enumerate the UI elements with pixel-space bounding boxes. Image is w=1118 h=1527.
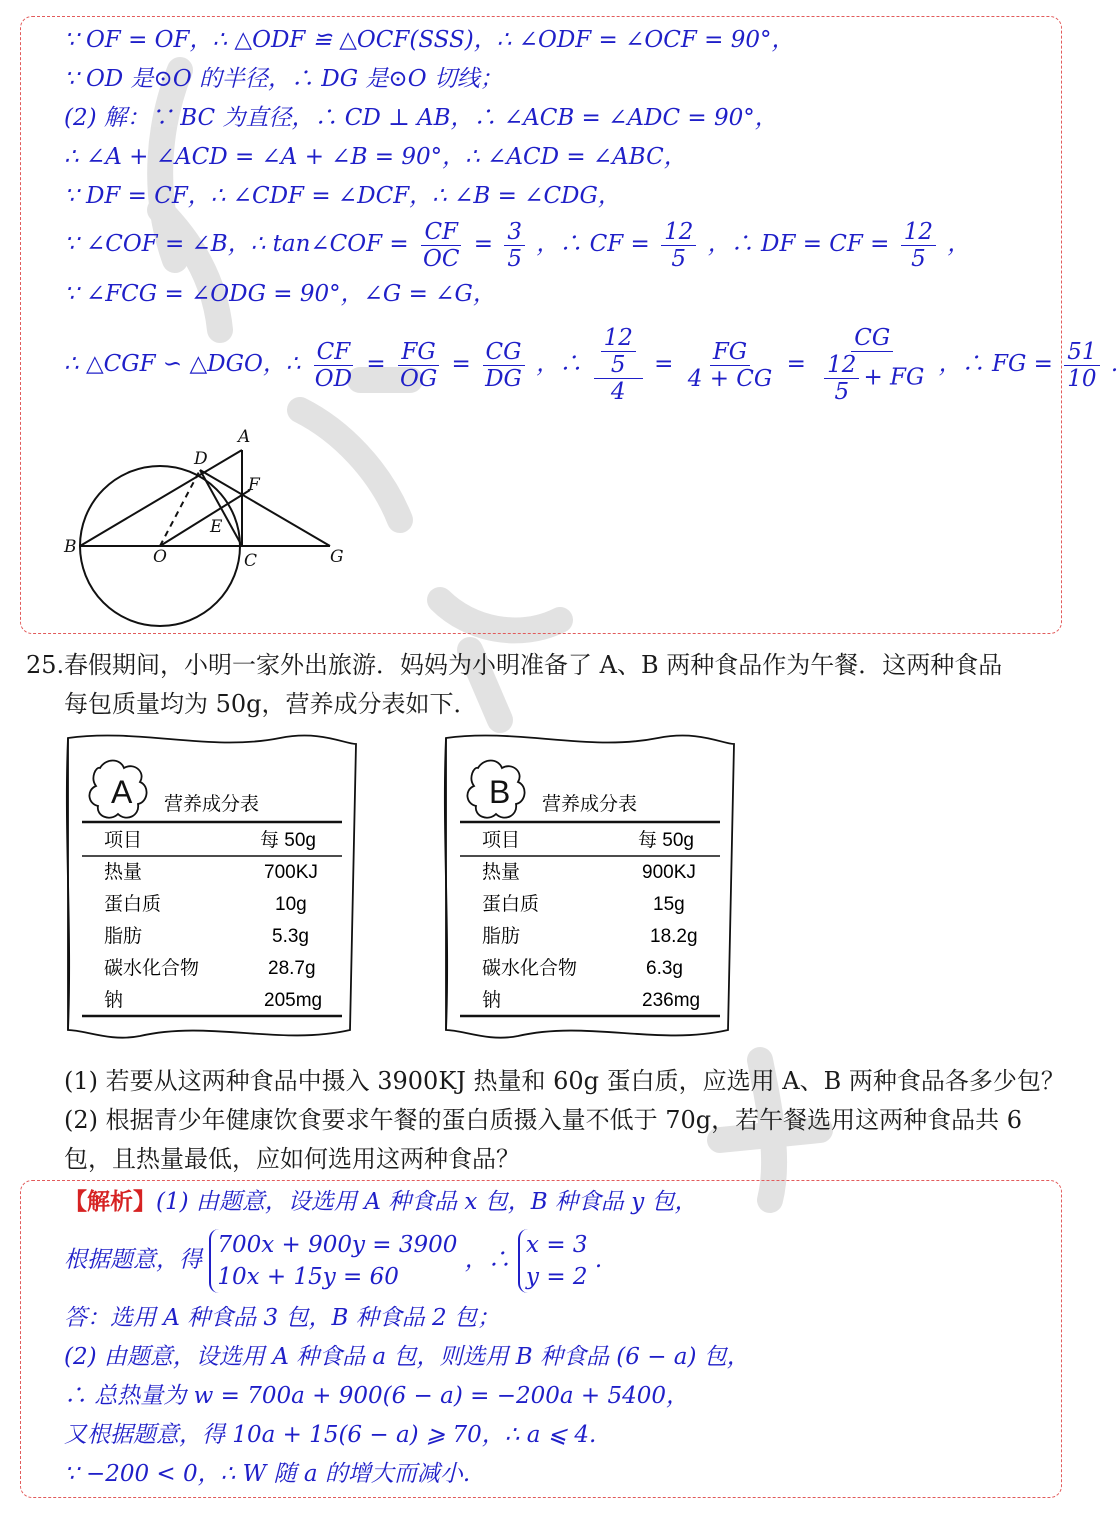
card-row-value: 15g xyxy=(653,894,685,915)
label-e: E xyxy=(210,517,223,537)
solution-line: (2) 解：∵ BC 为直径，∴ CD ⊥ AB，∴ ∠ACB = ∠ADC = 90°， xyxy=(64,105,778,131)
label-g: G xyxy=(330,547,344,567)
label-b: B xyxy=(64,537,77,557)
fraction: $\frac{CG}{DG}$ xyxy=(482,339,525,392)
card-row-label: 热量 xyxy=(482,862,521,883)
question-part-2: (2) 根据青少年健康饮食要求午餐的蛋白质摄入量不低于 70g，若午餐选用这两种食品共 6 xyxy=(64,1106,1023,1134)
card-row-value: 5.3g xyxy=(272,926,309,947)
card-header-unit: 每 50g xyxy=(260,830,316,851)
badge-letter: B xyxy=(489,774,511,810)
card-title: 营养成分表 xyxy=(542,794,638,815)
fraction: $\frac{FG}{4 + CG}$ xyxy=(687,338,773,392)
badge-letter: A xyxy=(111,774,133,810)
card-row-value: 900KJ xyxy=(642,862,696,883)
nested-fraction: CG $\frac{12}{5}$ + FG xyxy=(817,325,927,405)
nutrition-card-a xyxy=(60,730,360,1045)
solution-line: ∵ OF = OF，∴ △ODF ≌ △OCF(SSS)，∴ ∠ODF = ∠OCF = 90°， xyxy=(64,27,795,53)
question-text: 春假期间，小明一家外出旅游．妈妈为小明准备了 A、B 两种食品作为午餐．这两种食品 xyxy=(64,651,1003,679)
solution-line: 答：选用 A 种食品 3 包，B 种食品 2 包； xyxy=(64,1305,500,1331)
card-row-value: 6.3g xyxy=(646,958,683,979)
geometry-figure xyxy=(60,420,360,620)
card-row-label: 碳水化合物 xyxy=(482,958,578,979)
card-row-value: 10g xyxy=(275,894,307,915)
equation-solution: x = 3 y = 2 xyxy=(518,1229,588,1293)
solution-line: ∵ OD 是⊙O 的半径，∴ DG 是⊙O 切线； xyxy=(64,66,503,92)
card-row-label: 蛋白质 xyxy=(104,894,162,915)
question-part-2: 包，且热量最低，应如何选用这两种食品？ xyxy=(64,1145,520,1173)
solution-line-similar: ∴ △CGF ∽ △DGO，∴ $\frac{CF}{OD}$ = $\frac{FG}{OG}$ = $\frac{CG}{DG}$ ，∴ $\frac{\frac{12}{5}}{4}$ = $\frac{FG}{4 + CG}$ = CG $\frac{12}{5}$ + FG ，∴ FG = $\frac{51}{10}$ . xyxy=(64,325,1118,405)
question-text: 每包质量均为 50g，营养成分表如下． xyxy=(64,690,478,718)
card-row-label: 钠 xyxy=(104,990,124,1011)
solution-line-tan: ∵ ∠COF = ∠B，∴ tan∠COF = $\frac{CF}{OC}$ = $\frac{3}{5}$ ，∴ CF = $\frac{12}{5}$ ，∴ DF = CF = $\frac{12}{5}$ ， xyxy=(64,218,971,272)
label-f: F xyxy=(248,475,260,495)
question-part-1: (1) 若要从这两种食品中摄入 3900KJ 热量和 60g 蛋白质，应选用 A、B 两种食品各多少包？ xyxy=(64,1067,1065,1095)
solution-line: ∴ 总热量为 w = 700a + 900(6 − a) = −200a + 5400， xyxy=(64,1383,689,1409)
card-header-item: 项目 xyxy=(482,830,521,851)
label-d: D xyxy=(194,449,208,469)
solution-line: (2) 由题意，设选用 A 种食品 a 包，则选用 B 种食品 (6 − a) 包， xyxy=(64,1344,750,1370)
fraction: $\frac{51}{10}$ xyxy=(1064,339,1099,392)
card-title: 营养成分表 xyxy=(164,794,260,815)
solution-line: ∵ −200 < 0，∴ W 随 a 的增大而减小. xyxy=(64,1461,471,1487)
solution-line: ∵ ∠FCG = ∠ODG = 90°，∠G = ∠G， xyxy=(64,281,496,307)
card-row-label: 脂肪 xyxy=(104,926,143,947)
question-number: 25. xyxy=(26,651,65,679)
solution-line-system: 根据题意，得 700x + 900y = 3900 10x + 15y = 60 ，∴ x = 3 y = 2 . xyxy=(64,1228,602,1292)
fraction: $\frac{FG}{OG}$ xyxy=(399,338,438,392)
card-header-unit: 每 50g xyxy=(638,830,694,851)
fraction: $\frac{CF}{OD}$ xyxy=(314,338,353,392)
label-a: A xyxy=(238,427,251,447)
nutrition-card-b xyxy=(438,730,738,1045)
solution-line: ∴ ∠A + ∠ACD = ∠A + ∠B = 90°，∴ ∠ACD = ∠ABC， xyxy=(64,144,687,170)
fraction: $\frac{12}{5}$ xyxy=(661,219,696,272)
nested-fraction: $\frac{\frac{12}{5}}{4}$ xyxy=(594,325,643,405)
card-row-label: 蛋白质 xyxy=(482,894,540,915)
solution-line: 又根据题意，得 10a + 15(6 − a) ⩾ 70，∴ a ⩽ 4. xyxy=(64,1422,597,1448)
card-row-label: 钠 xyxy=(482,990,502,1011)
fraction: $\frac{3}{5}$ xyxy=(504,219,525,272)
card-header-item: 项目 xyxy=(104,830,143,851)
card-row-value: 700KJ xyxy=(264,862,318,883)
solution-line: ∵ DF = CF，∴ ∠CDF = ∠DCF，∴ ∠B = ∠CDG， xyxy=(64,183,621,209)
fraction: $\frac{CF}{OC}$ xyxy=(423,218,460,272)
card-row-value: 28.7g xyxy=(268,958,316,979)
label-o: O xyxy=(153,547,167,567)
analysis-tag: 【解析】 xyxy=(64,1188,156,1215)
card-row-value: 18.2g xyxy=(650,926,698,947)
equation-system: 700x + 900y = 3900 10x + 15y = 60 xyxy=(209,1229,457,1293)
card-row-value: 236mg xyxy=(642,990,701,1011)
fraction: $\frac{12}{5}$ xyxy=(901,219,936,272)
card-row-label: 碳水化合物 xyxy=(104,958,200,979)
solution-line: 【解析】(1) 由题意，设选用 A 种食品 x 包，B 种食品 y 包， xyxy=(64,1188,698,1215)
card-row-label: 脂肪 xyxy=(482,926,521,947)
card-row-label: 热量 xyxy=(104,862,143,883)
label-c: C xyxy=(244,551,258,571)
card-row-value: 205mg xyxy=(264,990,323,1011)
